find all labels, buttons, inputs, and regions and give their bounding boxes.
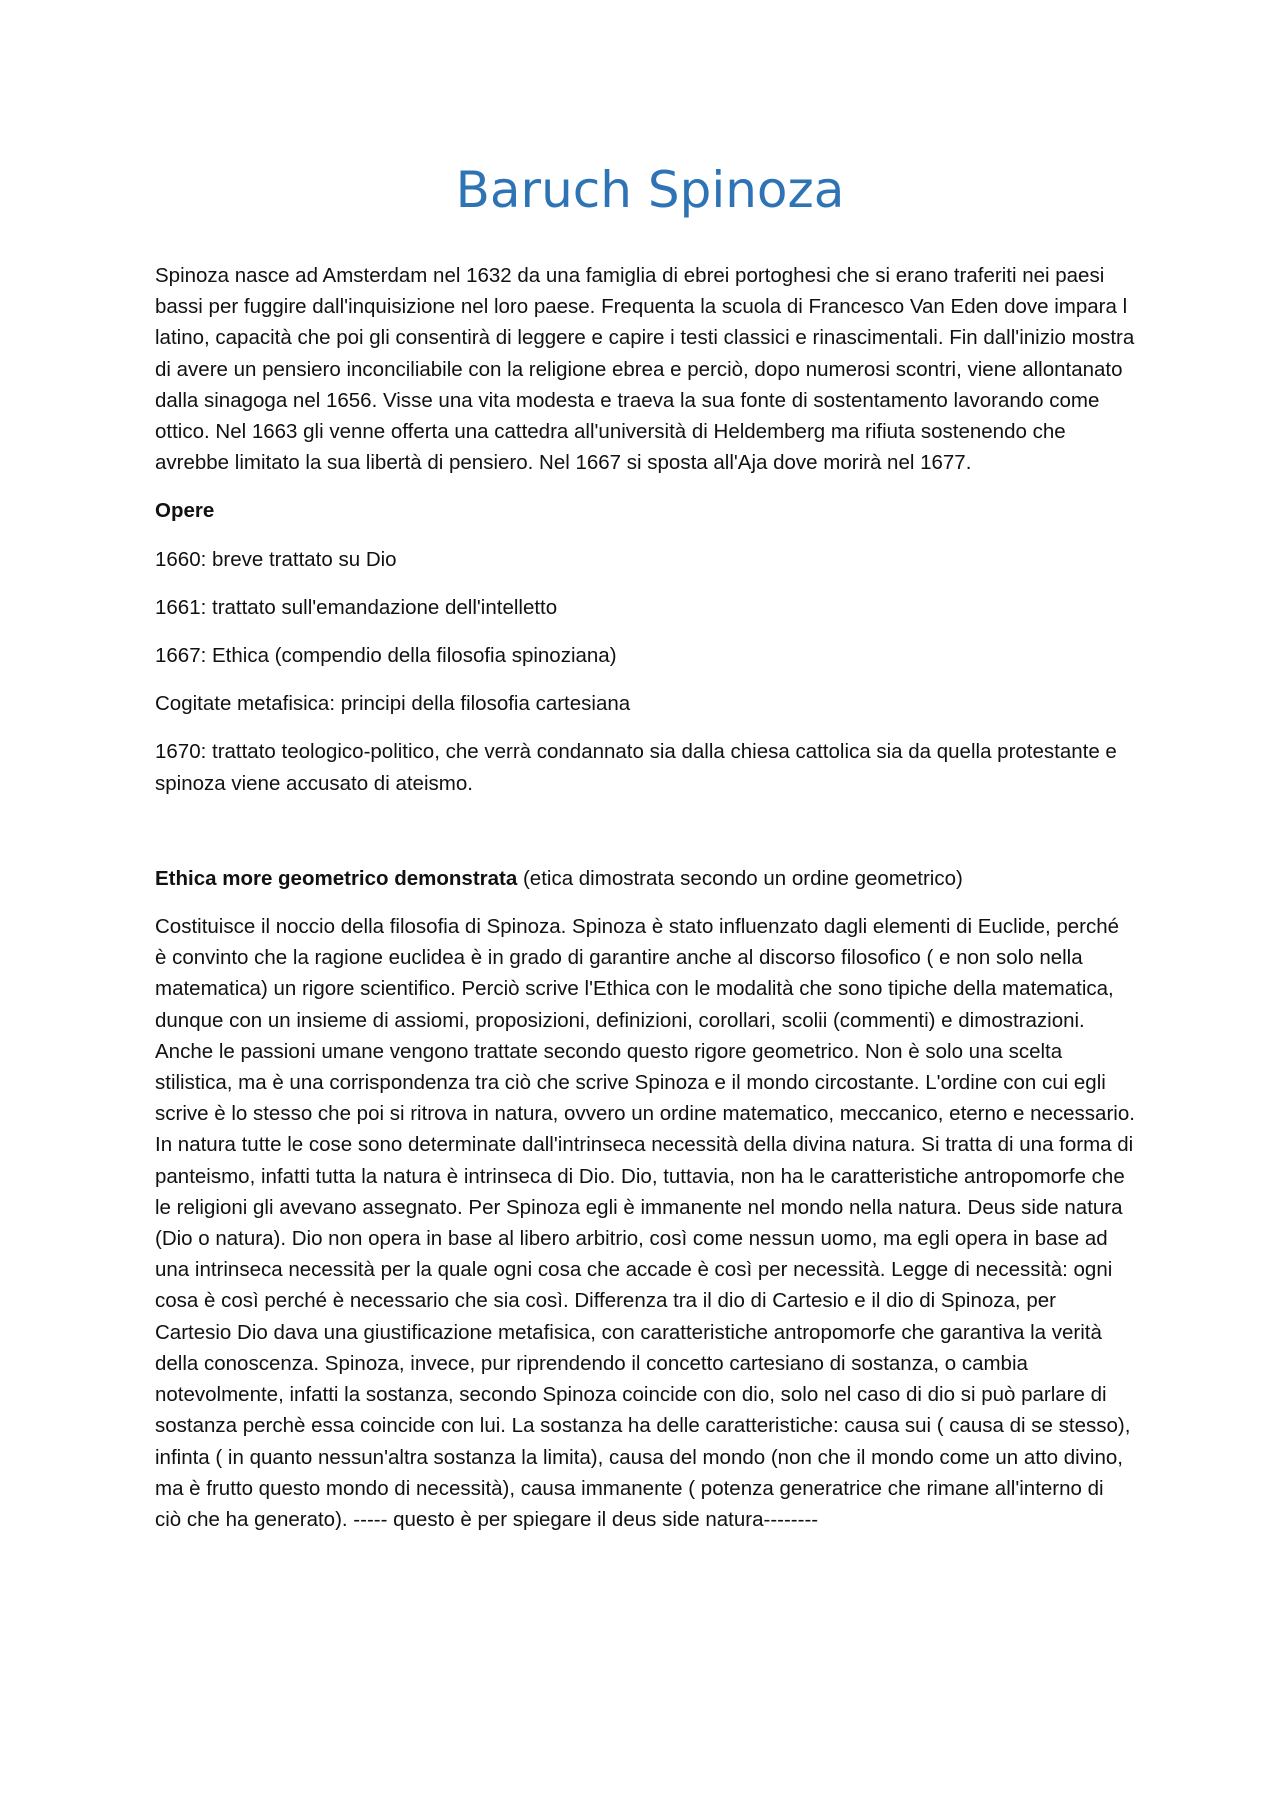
spacer [155,816,1135,863]
document-title: Baruch Spinoza [455,161,845,219]
ethica-paragraph: Costituisce il noccio della filosofia di Spinoza. Spinoza è stato influenzato dagli elementi di Euclide, perché è convinto che la ragione euclidea è in grado di garantire anche al discorso filosofico ( e non solo nella matematica) un rigore scientifico. Perciò scrive l'Ethica con le modalità che sono tipiche della matematica, dunque con un insieme di assiomi, proposizioni, definizioni, corollari, scolii (commenti) e dimostrazioni. Anche le passioni umane vengono trattate secondo questo rigore geometrico. Non è solo una scelta stilistica, ma è una corrispondenza tra ciò che scrive Spinoza e il mondo circostante. L'ordine con cui egli scrive è lo stesso che poi si ritrova in natura, ovvero un ordine matematico, meccanico, eterno e necessario. In natura tutte le cose sono determinate dall'intrinseca necessità della divina natura. Si tratta di una forma di panteismo, infatti tutta la natura è intrinseca di Dio. Dio, tuttavia, non ha le caratteristiche antropomorfe che le religioni gli avevano assegnato. Per Spinoza egli è immanente nel mondo nella natura. Deus side natura (Dio o natura). Dio non opera in base al libero arbitrio, così come nessun uomo, ma egli opera in base ad una intrinseca necessità per la quale ogni cosa che accade è così per necessità. Legge di necessità: ogni cosa è così perché è necessario che sia così. Differenza tra il dio di Cartesio e il dio di Spinoza, per Cartesio Dio dava una giustificazione metafisica, con caratteristiche antropomorfe che garantiva la verità della conoscenza. Spinoza, invece, pur riprendendo il concetto cartesiano di sostanza, o cambia notevolmente, infatti la sostanza, secondo Spinoza coincide con dio, solo nel caso di dio si può parlare di sostanza perchè essa coincide con lui. La sostanza ha delle caratteristiche: causa sui ( causa di se stesso), infinta ( in quanto nessun'altra sostanza la limita), causa del mondo (non che il mondo come un atto divino, ma è frutto questo mondo di necessità), causa immanente ( potenza generatrice che rimane all'interno di ciò che ha generato). ----- questo è per spiegare il deus side natura-------- [155,915,1135,1531]
work-item: 1667: Ethica (compendio della filosofia spinoziana) [155,644,617,668]
work-item: Cogitate metafisica: principi della filosofia cartesiana [155,692,631,716]
ethica-heading-title: Ethica more geometrico demonstrata [155,866,518,890]
intro-paragraph: Spinoza nasce ad Amsterdam nel 1632 da una famiglia di ebrei portoghesi che si erano traferiti nei paesi bassi per fuggire dall'inquisizione nel loro paese. Frequenta la scuola di Francesco Van Eden dove impara l latino, capacità che poi gli consentirà di leggere e capire i testi classici e rinascimentali. Fin dall'inizio mostra di avere un pensiero inconciliabile con la religione ebrea e perciò, dopo numerosi scontri, viene allontanato dalla sinagoga nel 1656. Visse una vita modesta e traeva la sua fonte di sostentamento lavorando come ottico. Nel 1663 gli venne offerta una cattedra all'università di Heldemberg ma rifiuta sostenendo che avrebbe limitato la sua libertà di pensiero. Nel 1667 si sposta all'Aja dove morirà nel 1677. [155,264,1135,475]
work-item: 1661: trattato sull'emandazione dell'intelletto [155,595,558,619]
ethica-heading-subtitle: (etica dimostrata secondo un ordine geometrico) [517,866,963,890]
work-item: 1670: trattato teologico-politico, che verrà condannato sia dalla chiesa cattolica sia da quella protestante e spinoza viene accusato di ateismo. [155,740,1117,795]
ethica-heading [155,863,1135,894]
document-page [155,160,1135,1552]
work-item: 1660: breve trattato su Dio [155,547,397,571]
works-heading: Opere [155,499,215,523]
